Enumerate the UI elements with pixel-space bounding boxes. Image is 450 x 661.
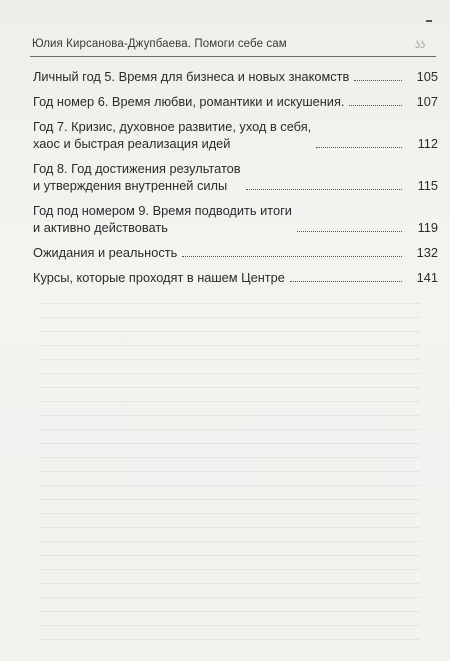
toc-entry-title: Ожидания и реальность [33,245,178,260]
toc-page-number: 107 [416,94,438,109]
toc-entry-title: Год под номером 9. Время подводить итоги и активно действовать [33,203,292,235]
toc-entry-title: Год номер 6. Время любви, романтики и искушения. [33,94,345,109]
toc-entry [33,244,438,261]
show-through-text [40,300,420,640]
toc-page-number: 141 [416,270,438,285]
header-divider [30,56,436,57]
toc-entry-title: Год 7. Кризис, духовное развитие, уход в себя, хаос и быстрая реализация идей [33,119,312,151]
page-corner-mark [426,20,432,22]
toc-page-number: 132 [416,245,438,260]
header-ornament: ʖʖ [415,40,425,51]
toc-entry [33,269,438,286]
toc-entry [33,160,438,194]
toc-entry-title: Год 8. Год достижения результатов и утверждения внутренней силы [33,161,241,193]
toc-entry-title: Личный год 5. Время для бизнеса и новых знакомств [33,69,350,84]
toc-page-number: 115 [417,178,438,193]
toc-leader [349,105,402,106]
toc-entry [33,68,438,85]
toc-leader [297,231,402,232]
toc-entry [33,118,438,152]
toc-entry [33,93,438,110]
toc-entry [33,202,438,236]
toc-page-number: 119 [417,220,438,235]
toc-leader [290,281,402,282]
running-header: Юлия Кирсанова-Джупбаева. Помоги себе сам [32,38,287,50]
toc-page-number: 112 [417,136,438,151]
toc-leader [182,256,402,257]
toc-leader [316,147,402,148]
table-of-contents [33,68,438,286]
toc-entry-title: Курсы, которые проходят в нашем Центре [33,270,285,285]
toc-leader [354,80,402,81]
toc-page-number: 105 [416,69,438,84]
toc-leader [246,189,402,190]
